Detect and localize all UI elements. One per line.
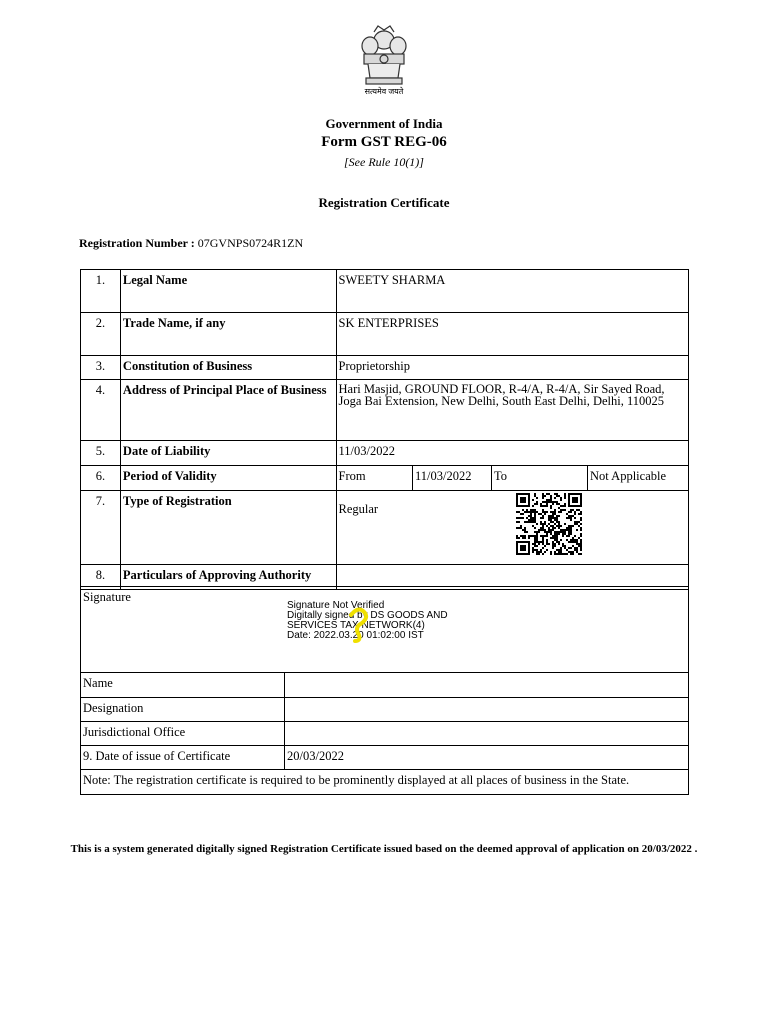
row-value: SK ENTERPRISES [336, 313, 689, 356]
row-number: 1. [81, 270, 121, 313]
signature-status: Signature Not Verified [287, 600, 385, 611]
validity-cell [336, 466, 689, 491]
table-row [81, 698, 689, 722]
validity-table [337, 466, 689, 490]
form-title: Form GST REG-06 [321, 134, 447, 150]
row-number: 7. [81, 491, 121, 565]
approving-authority-table [80, 586, 689, 795]
row-number: 8. [81, 565, 121, 590]
table-row [81, 441, 689, 466]
registration-number-label: Registration Number : [79, 236, 195, 250]
authority-value: 20/03/2022 [285, 746, 689, 770]
registration-number [79, 236, 303, 251]
table-row [81, 313, 689, 356]
table-row [81, 491, 689, 565]
row-value: SWEETY SHARMA [336, 270, 689, 313]
signature-label: Signature [83, 590, 131, 604]
row-label: Constitution of Business [120, 356, 336, 380]
signature-date: Date: 2022.03.20 01:02:00 IST [287, 630, 424, 641]
row-label: Type of Registration [120, 491, 336, 565]
registration-type: Regular [338, 502, 379, 516]
row-number: 2. [81, 313, 121, 356]
table-row [81, 673, 689, 698]
authority-label: Jurisdictional Office [81, 722, 285, 746]
row-label: Date of Liability [120, 441, 336, 466]
table-row [81, 466, 689, 491]
table-row [81, 746, 689, 770]
row-label: Particulars of Approving Authority [120, 565, 336, 590]
emblem-motto: सत्यमेव जयते [364, 87, 404, 96]
authority-label: Name [81, 673, 285, 698]
row-number: 6. [81, 466, 121, 491]
registration-number-value: 07GVNPS0724R1ZN [197, 236, 304, 250]
row-value: Proprietorship [336, 356, 689, 380]
government-title: Government of India [325, 116, 443, 131]
row-label: Legal Name [120, 270, 336, 313]
footer-statement: This is a system generated digitally signed Registration Certificate issued based on the deemed approval of application on 20/03/2022 . [70, 843, 698, 855]
registration-details-table [80, 269, 689, 590]
from-value: 11/03/2022 [413, 466, 492, 490]
row-label: Address of Principal Place of Business [120, 380, 336, 441]
table-row [81, 722, 689, 746]
signed-by: Digitally signed by DS GOODS AND [287, 610, 448, 621]
signature-check-icon [343, 605, 373, 645]
to-value: Not Applicable [588, 466, 689, 490]
row-value: 11/03/2022 [336, 441, 689, 466]
qr-code-icon [516, 493, 582, 555]
signed-by-continued: SERVICES TAX NETWORK(4) [287, 620, 425, 631]
authority-value [285, 722, 689, 746]
table-row [81, 587, 689, 673]
row-number: 3. [81, 356, 121, 380]
table-row [81, 380, 689, 441]
table-row [81, 356, 689, 380]
row-value [336, 491, 689, 565]
table-row [81, 770, 689, 795]
from-label: From [338, 469, 366, 483]
note-text: Note: The registration certificate is required to be prominently displayed at all places of business in the State. [81, 770, 689, 795]
row-label: Period of Validity [120, 466, 336, 491]
row-number: 4. [81, 380, 121, 441]
rule-reference: [See Rule 10(1)] [344, 155, 424, 169]
certificate-title: Registration Certificate [318, 195, 450, 210]
authority-label: Designation [81, 698, 285, 722]
table-row [81, 270, 689, 313]
row-number: 5. [81, 441, 121, 466]
authority-value [285, 698, 689, 722]
to-label: To [492, 466, 588, 490]
authority-label: 9. Date of issue of Certificate [81, 746, 285, 770]
signature-cell [81, 587, 689, 673]
row-label: Trade Name, if any [120, 313, 336, 356]
row-value: Hari Masjid, GROUND FLOOR, R-4/A, R-4/A, Sir Sayed Road, Joga Bai Extension, New Delhi, South East Delhi, Delhi, 110025 [336, 380, 689, 441]
authority-value [285, 673, 689, 698]
